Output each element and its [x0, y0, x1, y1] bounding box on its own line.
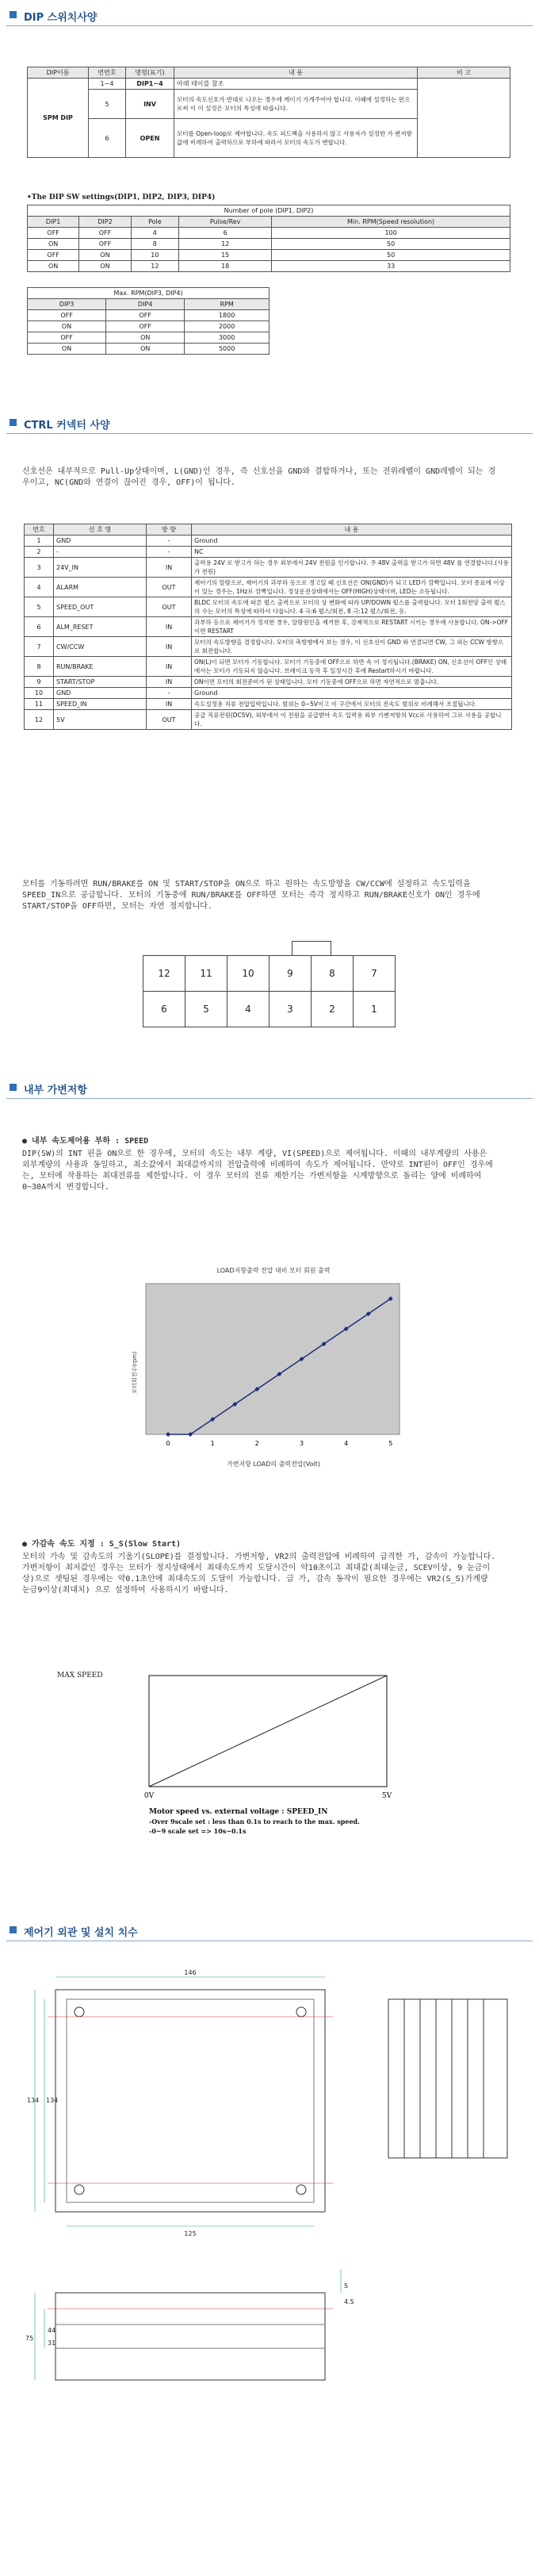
cell: 3: [25, 558, 54, 578]
max-speed-label: MAX SPEED: [57, 1672, 103, 1680]
dim-label: 134: [27, 2097, 40, 2104]
x-tick-label: 4: [344, 1440, 349, 1447]
dip-name: SPM DIP: [28, 79, 89, 158]
x-tick-label: 3: [299, 1440, 304, 1447]
cell: 18: [179, 261, 272, 272]
cell: IN: [147, 637, 192, 657]
cell: OFF: [106, 310, 185, 321]
slowstart-chart: [55, 1666, 420, 1841]
th: 방 향: [147, 524, 192, 536]
cell: 50: [272, 250, 510, 261]
cell: 33: [272, 261, 510, 272]
front-view-outline: [55, 1990, 325, 2212]
cell: DIP1~4: [126, 79, 174, 90]
x-tick-label: 2: [254, 1440, 259, 1447]
cell: 12: [179, 239, 272, 250]
cell: OFF: [79, 228, 131, 239]
cell: 5000: [185, 344, 270, 355]
series-line: [149, 1676, 387, 1787]
cell: OFF: [28, 228, 79, 239]
cell: 6: [179, 228, 272, 239]
th: DIP이름: [28, 67, 89, 79]
speed-text: DIP(SW)의 INT 핀을 ON으로 한 경우에, 모터의 속도는 내부 계량, VI(SPEED)으로 제어됩니다. 이때의 내부계량의 사용은 외부계량의 사용과 동일하고, 최소값에서 최대값까지의 전압출력에 비례하여 속도가 제어됩니다. 만약로 INT핀이 OFF인 경우에는, 모터에 작용하는 최대전류를 제한합니다. 이 경우 모터의 전류 제한기는 가변저항을 시계방향으로 돌리는 양에 비례하여 0~30A까지 변경합니다.: [22, 1150, 493, 1192]
cell: -: [147, 688, 192, 699]
plot-area: [146, 1284, 399, 1434]
x-tick-label: 0: [166, 1440, 170, 1447]
cell: IN: [147, 677, 192, 688]
cell: 2: [25, 547, 54, 558]
cell: 속도설정용 직류 전압입력입니다. 범위는 0~5V이고 이 구간에서 모터의 전속도 범위로 비례해서 조절됩니다.: [192, 699, 512, 710]
th: 명령(표기): [126, 67, 174, 79]
cell: 50: [272, 239, 510, 250]
chart-note: -0~9 scale set => 10s~0.1s: [149, 1827, 247, 1835]
x-tick-label: 5: [388, 1440, 393, 1447]
cell: OUT: [147, 710, 192, 730]
cell: OFF: [28, 310, 106, 321]
cell: Max. RPM(DIP3, DIP4): [28, 288, 270, 299]
ctrl-note: 모터를 기동하려면 RUN/BRAKE를 ON 및 START/STOP을 ON으로 하고 원하는 속도방향을 CW/CCW에 설정하고 속도입력을 SPEED_IN으로 공급합니다. 모터의 기동중에 RUN/BRAKE를 OFF하면 모터는 즉각 정지하고 RUN/BRAKE신호가 ON인 경우에 START/STOP을 OFF하면, 모터는 자연 정지합니다.: [22, 880, 480, 911]
cell: Ground: [192, 688, 512, 699]
cell: ON: [28, 321, 106, 332]
dip-main-table: [27, 67, 510, 158]
mount-hole-icon: [75, 2185, 84, 2194]
cell: 24V_IN: [54, 558, 147, 578]
section-bullet-icon: [10, 11, 17, 18]
ctrl-intro: 신호선은 내부적으로 Pull-Up상태이며, L(GND)인 경우, 즉 신호선을 GND와 결합하거나, 또는 전위레벨이 GND레벨이 되는 경우이고, NC(GND와 연결이 끊어진 경우, OFF)이 됩니다.: [22, 467, 496, 487]
dim-label: 5: [344, 2282, 349, 2290]
cell: IN: [147, 657, 192, 677]
cell: 12: [25, 710, 54, 730]
cell: 3000: [185, 332, 270, 344]
cell: OFF: [28, 332, 106, 344]
cell: 모터의 속도방향을 결정합니다. 모터의 축방향에서 보는 경우, 이 신호선이 GND 와 연결되면 CW, 그 외는 CCW 방향으로 회전합니다.: [192, 637, 512, 657]
cell: ON: [79, 250, 131, 261]
dim-label: 44: [48, 2327, 56, 2334]
dip-rpm-table: [27, 287, 270, 355]
dimension-drawing: [16, 1968, 523, 2555]
pin: 4: [227, 992, 270, 1027]
pin: 3: [270, 992, 312, 1027]
x-tick-label: 0V: [143, 1792, 155, 1800]
x-tick-label: 1: [210, 1440, 215, 1447]
cell: 과부하 등으로 제어기가 정지한 경우, 알람원인을 제거한 후, 강제적으로 RESTART 시키는 경우에 사용합니다. ON->OFF이면 RESTART: [192, 617, 512, 637]
dip-settings-title: •The DIP SW settings(DIP1, DIP2, DIP3, DIP4): [27, 194, 216, 202]
cell: 5V: [54, 710, 147, 730]
cell: 4: [131, 228, 179, 239]
th: Pole: [131, 217, 179, 228]
th: DIP2: [79, 217, 131, 228]
section-pot-header: [6, 1077, 533, 1099]
cell: OFF: [79, 239, 131, 250]
connector-diagram: [143, 955, 396, 1027]
cell: 11: [25, 699, 54, 710]
cell: 모터의 속도신호가 반대로 나오는 경우에 케이기 가게주어야 합니다. 이때에 설정하는 펀으로써 이 이 설정은 모터의 특성에 따릅니다.: [174, 90, 418, 119]
section-ctrl-header: [6, 413, 533, 434]
th: 내 용: [192, 524, 512, 536]
bottom-view-outline: [55, 2293, 325, 2380]
cell: ON: [79, 261, 131, 272]
cell: IN: [147, 617, 192, 637]
cell: ON(L)이 되면 모터가 기동합니다. 모터가 기동중에 OFF으로 하면 속 이 정지됩니다.(BRAKE) ON, 신호선이 OFF인 상태에서는 모터가 기동되지 않습니다. 브레이크 동작 후 일정시간 후에 Restart하시기 바랍니다.: [192, 657, 512, 677]
cell: 공급 직류전원(DC5V), 외부에서 이 전원을 공급받아 속도 입력용 외부 가변저항의 Vcc로 사용하여 그로 사용을 공합니다.: [192, 710, 512, 730]
mount-hole-icon: [296, 2007, 306, 2017]
th: DIP1: [28, 217, 79, 228]
slowstart-heading: ● 가감속 속도 지정 : S_S(Slow Start): [22, 1540, 182, 1549]
cell: ON: [28, 239, 79, 250]
x-tick-label: 5V: [381, 1792, 392, 1800]
cell: 6: [89, 119, 126, 158]
cell: 2000: [185, 321, 270, 332]
cell: BLDC 모터의 속도에 따른 펄스 출력으로 모터의 상 변화에 따라 UP/DOWN 펄스를 출력합니다. 모터 1회전당 출력 펄스의 수는 모터의 특성에 따라서 다릅니다. 4 극:6 펄스/회전, 8 극:12 펄스/회전, 등.: [192, 597, 512, 617]
section-dim-header: [6, 1920, 533, 1941]
cell: Ground: [192, 536, 512, 547]
cell: -: [147, 547, 192, 558]
cell: 5: [89, 90, 126, 119]
th: 번번호: [89, 67, 126, 79]
section-bullet-icon: [10, 1084, 17, 1091]
dip-pole-table: [27, 205, 510, 272]
th: 내 용: [174, 67, 418, 79]
cell: -: [54, 547, 147, 558]
side-view-outline: [388, 1999, 507, 2158]
dim-label: 134: [46, 2097, 59, 2104]
cell: 1~4: [89, 79, 126, 90]
speed-heading: ● 내부 속도제어용 부하 : SPEED: [22, 1137, 149, 1146]
ctrl-table: [24, 524, 512, 730]
cell: 12: [131, 261, 179, 272]
cell: 아래 테이블 참조: [174, 79, 418, 90]
front-view-inner: [67, 1999, 314, 2202]
x-axis-label: 가변저항 LOAD의 출력전압(Volt): [227, 1461, 320, 1468]
speed-chart: [119, 1261, 404, 1476]
cell: 8: [25, 657, 54, 677]
cell: 15: [179, 250, 272, 261]
cell: 7: [25, 637, 54, 657]
section-title: 제어기 외관 및 설치 치수: [24, 1927, 138, 1939]
cell: START/STOP: [54, 677, 147, 688]
cell: [418, 79, 510, 158]
dim-label: 125: [184, 2230, 197, 2237]
cell: RUN/BRAKE: [54, 657, 147, 677]
connector-latch: [292, 941, 331, 956]
pin: 5: [185, 992, 227, 1027]
mount-hole-icon: [296, 2185, 306, 2194]
th: Pulse/Rev: [179, 217, 272, 228]
cell: OFF: [28, 250, 79, 261]
th: 신 호 명: [54, 524, 147, 536]
cell: 4: [25, 578, 54, 597]
cell: 9: [25, 677, 54, 688]
mount-hole-icon: [75, 2007, 84, 2017]
cell: SPEED_IN: [54, 699, 147, 710]
cell: CW/CCW: [54, 637, 147, 657]
pin: 7: [354, 956, 396, 992]
cell: Number of pole (DIP1, DIP2): [28, 205, 510, 217]
section-dip-header: [6, 5, 533, 26]
th: Min. RPM(Speed resolution): [272, 217, 510, 228]
pin: 8: [312, 956, 354, 992]
cell: ON: [106, 344, 185, 355]
chart-note: -Over 9scale set : less than 0.1s to reach to the max. speed.: [149, 1818, 360, 1825]
cell: ALM_RESET: [54, 617, 147, 637]
dim-label: 75: [25, 2335, 34, 2342]
pin: 1: [354, 992, 396, 1027]
cell: IN: [147, 699, 192, 710]
cell: ON이면 모터의 회전준비가 된 상태입니다. 모터 기동중에 OFF으로 하면 자연적으로 멈춥니다.: [192, 677, 512, 688]
cell: IN: [147, 558, 192, 578]
cell: 10: [25, 688, 54, 699]
th: DIP3: [28, 299, 106, 310]
th: 비 고: [418, 67, 510, 79]
pin: 11: [185, 956, 227, 992]
section-bullet-icon: [10, 1926, 17, 1933]
pin: 12: [143, 956, 185, 992]
cell: -: [147, 536, 192, 547]
pin: 9: [270, 956, 312, 992]
y-axis-label: 모터회전수(rpm): [132, 1351, 138, 1394]
th: 번호: [25, 524, 54, 536]
cell: SPEED_OUT: [54, 597, 147, 617]
pin: 2: [312, 992, 354, 1027]
chart-title: Motor speed vs. external voltage : SPEED_IN: [149, 1808, 328, 1816]
cell: GND: [54, 536, 147, 547]
slowstart-text: 모터의 가속 및 감속도의 기울기(SLOPE)를 결정합니다. 가변저항, VR2의 출력전압에 비례하여 급격한 가, 감속이 가능합니다. 가변저항이 최저값인 경우는 모터가 정지상태에서 최대속도까지 도달시간이 약10초이고 최대값(최대눈금, SCEV이상, 9 눈금이상)으로 셋팅된 경우에는 약0.1초안에 최대속도의 도달이 가능합니다. 급 가, 감속 동작이 필요한 경우에는 VR2(S_S)가계량 눈금9이상(최대치) 으로 설정하여 사용하시기 바랍니다.: [22, 1553, 496, 1595]
cell: 6: [25, 617, 54, 637]
cell: 1: [25, 536, 54, 547]
cell: ALARM: [54, 578, 147, 597]
section-title: 내부 가변저항: [24, 1085, 87, 1096]
cell: 1800: [185, 310, 270, 321]
pin: 10: [227, 956, 270, 992]
cell: 10: [131, 250, 179, 261]
cell: 100: [272, 228, 510, 239]
th: DIP4: [106, 299, 185, 310]
dim-label: 31: [48, 2340, 56, 2347]
section-bullet-icon: [10, 419, 17, 426]
chart-title: LOAD저항출력 전압 대비 모터 회원 출력: [216, 1267, 331, 1274]
cell: 8: [131, 239, 179, 250]
cell: NC: [192, 547, 512, 558]
pin: 6: [143, 992, 185, 1027]
cell: OPEN: [126, 119, 174, 158]
cell: OFF: [106, 321, 185, 332]
cell: ON: [28, 261, 79, 272]
dim-label: 146: [184, 1969, 197, 1976]
section-title: CTRL 커넥터 사양: [24, 420, 110, 432]
th: RPM: [185, 299, 270, 310]
cell: 제어기의 알람으로, 제어기의 과부하 등으로 경고일 때 신호선은 ON(GND)가 되고 LED가 깜빡입니다. 모터 종료에 이상이 있는 경우는, 1Hz로 깜빡입니다. 정상운전상태에서는 OFF(HIGH)상태이며, LED는 소등됩니다.: [192, 578, 512, 597]
cell: 5: [25, 597, 54, 617]
cell: INV: [126, 90, 174, 119]
section-title: DIP 스위치사양: [24, 12, 97, 24]
cell: ON: [106, 332, 185, 344]
cell: ON: [28, 344, 106, 355]
cell: GND: [54, 688, 147, 699]
cell: 출력용 24V 로 받고가 하는 경우 외부에서 24V 전원을 인가합니다. 주 48V 출력을 받고가 하면 48V 를 연결합니다.(사용가 전원): [192, 558, 512, 578]
cell: OUT: [147, 597, 192, 617]
cell: 모터를 Open-loop로 제어합니다. 속도 피드백을 사용하지 않고 사용자가 설정한 가 변저항 값에 비례하여 출력하므로 부하에 따라서 모터의 속도가 변합니다.: [174, 119, 418, 158]
dim-label: 4.5: [344, 2298, 354, 2305]
cell: OUT: [147, 578, 192, 597]
